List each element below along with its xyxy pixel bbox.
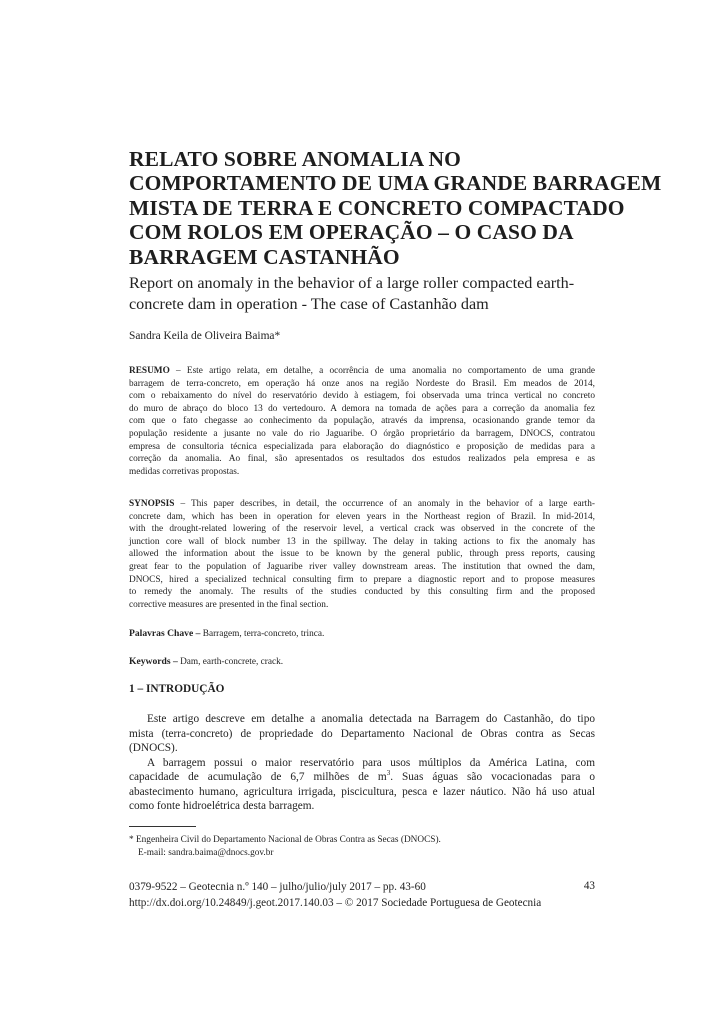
journal-citation: 0379-9522 – Geotecnia n.º 140 – julho/julio/july 2017 – pp. 43-60	[129, 881, 426, 893]
synopsis-line: great fear to the population of Jaguaribe river valley downstream areas. The institution that owned the dam,	[129, 561, 595, 572]
palavras-chave-text: Barragem, terra-concreto, trinca.	[200, 629, 325, 639]
synopsis-line: junction core wall of block number 13 in the spillway. The delay in taking actions to fix the anomaly has	[129, 536, 595, 547]
superscript: 3	[386, 769, 391, 778]
keywords-label: Keywords –	[129, 656, 178, 667]
body-line: (DNOCS).	[129, 742, 178, 754]
footnote-rule	[129, 826, 196, 827]
body-line: abastecimento humano, agricultura irrigada, piscicultura, pesca e lazer náutico. Não há uso atual	[129, 785, 595, 798]
synopsis-line: concrete dam, which has been in operation for eleven years in the Northeast region of Brazil. In mid-2014,	[129, 511, 595, 522]
palavras-chave	[129, 628, 324, 639]
body-line: como fonte hidroelétrica desta barragem.	[129, 800, 315, 812]
resumo-label: RESUMO	[129, 366, 170, 376]
keywords	[129, 656, 283, 667]
paper-title	[129, 147, 662, 269]
body-line: A barragem possui o maior reservatório para usos múltiplos da América Latina, com	[147, 756, 595, 769]
body-text: capacidade de acumulação de 6,7 milhões de m	[129, 771, 387, 783]
synopsis-line	[129, 498, 595, 511]
synopsis-line: with the drought-related lowering of the reservoir level, a vertical crack was observed in the concrete of the	[129, 524, 595, 535]
intro-paragraph-2	[129, 756, 595, 814]
synopsis-line: allowed the information about the issue to be known by the general public, through press reports, causing	[129, 549, 595, 560]
resumo-line: empresa de consultoria técnica especializada para elaboração do diagnóstico e proposição de medidas para a	[129, 441, 595, 452]
title-line: BARRAGEM CASTANHÃO	[129, 244, 400, 269]
journal-footer	[129, 880, 595, 911]
body-line: Este artigo descreve em detalhe a anomalia detectada na Barragem do Castanhão, do tipo	[147, 713, 595, 725]
intro-paragraph-1	[129, 712, 595, 756]
paper-subtitle	[129, 273, 609, 315]
synopsis-label: SYNOPSIS	[129, 499, 175, 509]
resumo-line: medidas corretivas propostas.	[129, 466, 240, 477]
section-heading: 1 – INTRODUÇÃO	[129, 683, 225, 695]
resumo-line: com o rebaixamento do nível do reservatório devido à estiagem, foi observada uma trinca vertical no concreto	[129, 391, 595, 402]
resumo-line	[129, 365, 595, 378]
synopsis-line: corrective measures are presented in the final section.	[129, 599, 329, 610]
subtitle-line: concrete dam in operation - The case of Castanhão dam	[129, 295, 489, 313]
title-line: RELATO SOBRE ANOMALIA NO	[129, 147, 461, 171]
page-number: 43	[583, 880, 595, 892]
footnote	[129, 834, 441, 859]
title-line: COM ROLOS EM OPERAÇÃO – O CASO DA	[129, 220, 574, 245]
body-line	[129, 770, 595, 785]
body-text: . Suas águas são vocacionadas para o	[390, 771, 595, 783]
resumo-line: barragem de terra-concreto, em operação há onze anos na região Nordeste do Brasil. Em meados de 2014,	[129, 378, 595, 389]
synopsis-abstract	[129, 498, 595, 611]
synopsis-line: DNOCS, hired a specialized technical consulting firm to prepare a diagnostic report and to propose measures	[129, 574, 595, 585]
resumo-line: do muro de abraço do bloco 13 do vertedouro. A demora na tomada de ações para a correção da anomalia fez	[129, 403, 595, 414]
keywords-text: Dam, earth-concrete, crack.	[177, 657, 284, 667]
synopsis-line: to remedy the anomaly. The results of the studies conducted by this consulting firm and the proposed	[129, 587, 595, 598]
resumo-abstract	[129, 365, 595, 478]
title-line: MISTA DE TERRA E CONCRETO COMPACTADO	[129, 195, 625, 220]
title-line: COMPORTAMENTO DE UMA GRANDE BARRAGEM	[129, 171, 662, 196]
body-line: mista (terra-concreto) de propriedade do Departamento Nacional de Obras contra as Secas	[129, 727, 595, 740]
doi-line: http://dx.doi.org/10.24849/j.geot.2017.140.03 – © 2017 Sociedade Portuguesa de Geotecnia	[129, 896, 542, 909]
footnote-email: E-mail: sandra.baima@dnocs.gov.br	[138, 847, 274, 858]
resumo-line: com que o fato chegasse ao conhecimento da população, através da imprensa, ocasionando grande temor da	[129, 416, 595, 427]
resumo-line: população residente a jusante no vale do rio Jaguaribe. O órgão proprietário da barragem, DNOCS, contratou	[129, 428, 595, 439]
footnote-line: * Engenheira Civil do Departamento Nacional de Obras Contra as Secas (DNOCS).	[129, 835, 441, 845]
synopsis-text: – This paper describes, in detail, the occurrence of an anomaly in the behavior of a large earth-	[174, 499, 595, 509]
subtitle-line: Report on anomaly in the behavior of a large roller compacted earth-	[129, 274, 575, 292]
author-name: Sandra Keila de Oliveira Baima*	[129, 330, 281, 342]
palavras-chave-label: Palavras Chave –	[129, 628, 201, 639]
resumo-text: – Este artigo relata, em detalhe, a ocorrência de uma anomalia no comportamento de uma grande	[169, 366, 595, 376]
resumo-line: correção da anomalia. Ao final, são apresentados os resultados dos estudos realizados pela empresa e as	[129, 454, 595, 465]
